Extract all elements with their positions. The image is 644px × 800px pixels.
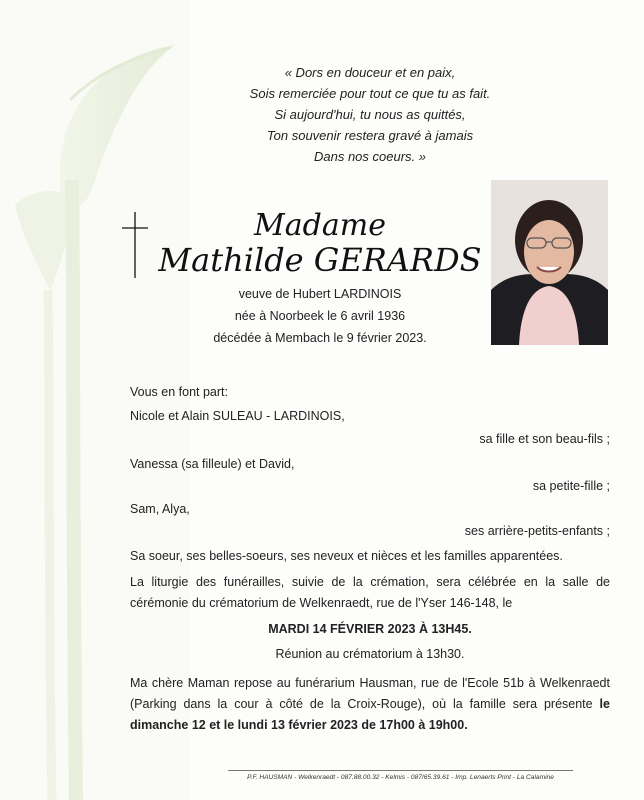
poem-line: Ton souvenir restera gravé à jamais bbox=[266, 128, 474, 143]
family-names: Vanessa (sa filleule) et David, bbox=[130, 457, 295, 471]
widow-of: veuve de Hubert LARDINOIS bbox=[238, 287, 402, 301]
deceased-name: Mathilde GERARDS bbox=[158, 241, 482, 279]
visitation-text bbox=[130, 673, 610, 736]
poem-line: « Dors en douceur et en paix, bbox=[284, 65, 456, 80]
family-relation: sa petite-fille ; bbox=[532, 479, 610, 493]
family-names: Sam, Alya, bbox=[130, 502, 190, 516]
family-names: Nicole et Alain SULEAU - LARDINOIS, bbox=[130, 409, 345, 423]
visitation-info: Ma chère Maman repose au funérarium Hausman, rue de l'Ecole 51b à Welkenraedt (Parking dans la cour à côté de la Croix-Rouge), où la famille sera présente bbox=[130, 676, 610, 711]
meeting-text: Réunion au crématorium à 13h30. bbox=[275, 647, 465, 661]
poem-line: Si aujourd'hui, tu nous as quittés, bbox=[274, 107, 466, 122]
intro-text: Vous en font part: bbox=[130, 385, 228, 399]
visitation-dates: le dimanche 12 et le lundi 13 février 2023 de 17h00 à 19h00. bbox=[130, 697, 610, 732]
family-relation: sa fille et son beau-fils ; bbox=[479, 432, 610, 446]
footer-text: P.F. HAUSMAN - Welkenraedt - 087.88.00.32 - Kelmis - 087/65.39.61 - Imp. Lenaerts Print - La Calamine bbox=[247, 774, 554, 781]
poem-line: Dans nos coeurs. » bbox=[313, 149, 426, 164]
portrait-photo bbox=[491, 180, 608, 345]
extended-family: Sa soeur, ses belles-soeurs, ses neveux et nièces et les familles apparentées. bbox=[130, 549, 563, 563]
ceremony-text: La liturgie des funérailles, suivie de la crémation, sera célébrée en la salle de cérémonie du crématorium de Welkenraedt, rue de l'Yser 146-148, le bbox=[130, 575, 610, 610]
footer-divider bbox=[228, 770, 573, 771]
poem bbox=[200, 62, 540, 167]
death-info: décédée à Membach le 9 février 2023. bbox=[213, 331, 427, 345]
honorific: Madame bbox=[254, 208, 386, 243]
poem-line: Sois remerciée pour tout ce que tu as fait. bbox=[249, 86, 491, 101]
ceremony-date: MARDI 14 FÉVRIER 2023 À 13H45. bbox=[268, 622, 472, 636]
family-relation: ses arrière-petits-enfants ; bbox=[464, 524, 610, 538]
cross-icon bbox=[122, 212, 148, 278]
birth-info: née à Noorbeek le 6 avril 1936 bbox=[234, 309, 406, 323]
